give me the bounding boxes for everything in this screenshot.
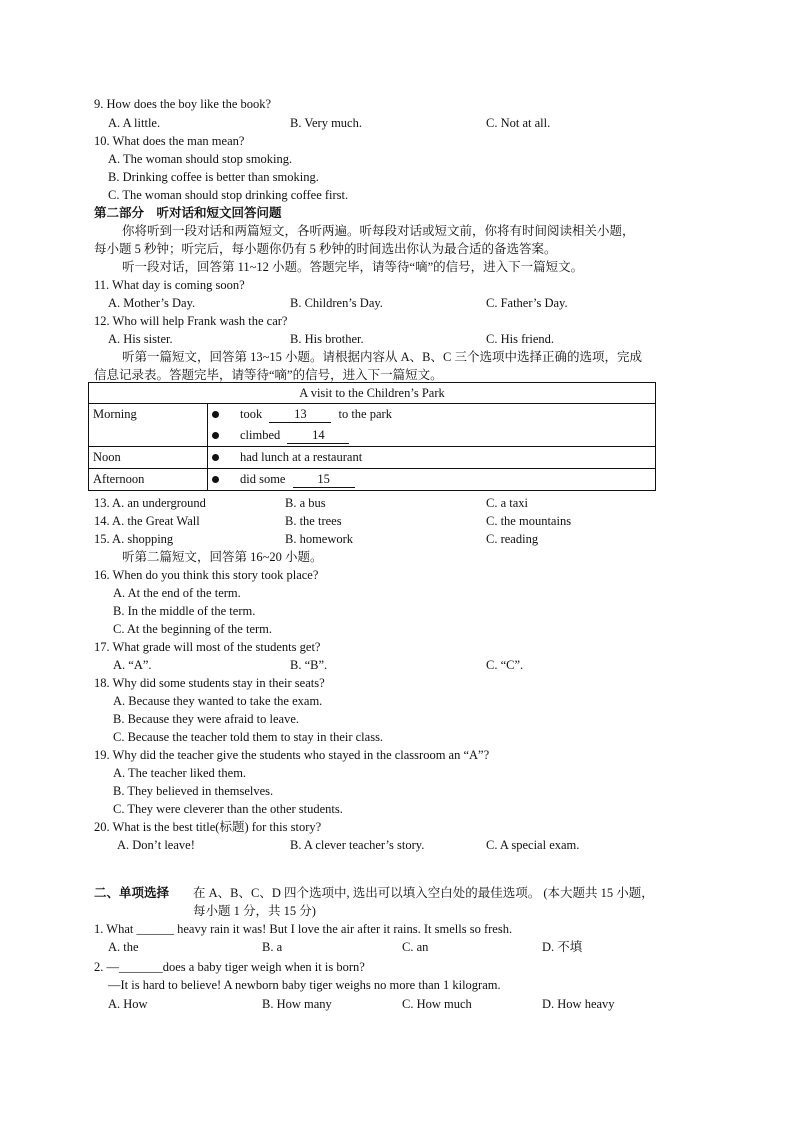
single-choice-1-option-d: D. 不填 — [542, 940, 583, 954]
question-10-stem: 10. What does the man mean? — [94, 134, 245, 148]
question-14-option-b: B. the trees — [285, 514, 342, 528]
question-18-option-c: C. Because the teacher told them to stay in their class. — [113, 730, 384, 744]
question-20-option-c: C. A special exam. — [486, 838, 580, 852]
bullet-icon — [212, 432, 219, 439]
question-11-option-b: B. Children’s Day. — [290, 296, 383, 310]
part2-intro-line1: 你将听到一段对话和两篇短文，各听两遍。听每段对话或短文前，你将有时间阅读相关小题， — [122, 224, 635, 238]
table-afternoon-cell — [208, 469, 656, 491]
question-19-option-a: A. The teacher liked them. — [113, 766, 247, 780]
took-text: took — [240, 407, 263, 421]
section2-instruction-line2: 每小题 1 分，共 15 分) — [193, 904, 316, 918]
question-9-stem: 9. How does the boy like the book? — [94, 97, 272, 111]
question-16-option-c: C. At the beginning of the term. — [113, 622, 273, 636]
question-13-option-b: B. a bus — [285, 496, 326, 510]
did-some-text: did some — [240, 472, 286, 486]
blank-15[interactable]: 15 — [293, 472, 355, 488]
table-morning-cell — [208, 404, 656, 447]
passage1-note-line1: 听第一篇短文，回答第 13~15 小题。请根据内容从 A、B、C 三个选项中选择正确的选项，完成 — [122, 350, 642, 364]
question-17-option-c: C. “C”. — [486, 658, 524, 672]
question-11-option-c: C. Father’s Day. — [486, 296, 568, 310]
section2-instruction-line1: 在 A、B、C、D 四个选项中, 选出可以填入空白处的最佳选项。 (本大题共 15 小题， — [193, 886, 654, 900]
question-20-option-a: A. Don’t leave! — [117, 838, 195, 852]
question-16-stem: 16. When do you think this story took place? — [94, 568, 319, 582]
question-20-option-b: B. A clever teacher’s story. — [290, 838, 425, 852]
single-choice-1-option-c: C. an — [402, 940, 429, 954]
blank-13[interactable]: 13 — [269, 407, 331, 423]
question-10-option-c: C. The woman should stop drinking coffee first. — [108, 188, 349, 202]
question-18-option-b: B. Because they were afraid to leave. — [113, 712, 300, 726]
question-12-option-b: B. His brother. — [290, 332, 364, 346]
question-15-option-c: C. reading — [486, 532, 539, 546]
question-19-option-b: B. They believed in themselves. — [113, 784, 274, 798]
question-14-option-a: 14. A. the Great Wall — [94, 514, 200, 528]
single-choice-2-option-b: B. How many — [262, 997, 332, 1011]
question-10-option-a: A. The woman should stop smoking. — [108, 152, 293, 166]
question-19-option-c: C. They were cleverer than the other students. — [113, 802, 343, 816]
lunch-text: had lunch at a restaurant — [240, 450, 363, 464]
bullet-icon — [212, 411, 219, 418]
afternoon-item — [208, 469, 655, 490]
question-18-stem: 18. Why did some students stay in their seats? — [94, 676, 325, 690]
single-choice-2-stem: 2. —_______does a baby tiger weigh when it is born? — [94, 960, 365, 974]
morning-item-climbed — [208, 425, 655, 446]
question-14-option-c: C. the mountains — [486, 514, 572, 528]
to-the-park-text: to the park — [338, 407, 392, 421]
table-label-morning: Morning — [89, 404, 208, 447]
question-12-option-c: C. His friend. — [486, 332, 555, 346]
dialog-note: 听一段对话，回答第 11~12 小题。答题完毕，请等待“嘀”的信号，进入下一篇短文。 — [122, 260, 584, 274]
question-9-option-b: B. Very much. — [290, 116, 362, 130]
question-12-stem: 12. Who will help Frank wash the car? — [94, 314, 288, 328]
question-20-stem: 20. What is the best title(标题) for this story? — [94, 820, 322, 834]
question-12-option-a: A. His sister. — [108, 332, 173, 346]
question-19-stem: 19. Why did the teacher give the students who stayed in the classroom an “A”? — [94, 748, 490, 762]
table-title: A visit to the Children’s Park — [89, 383, 656, 404]
single-choice-1-stem: 1. What ______ heavy rain it was! But I love the air after it rains. It smells so fresh. — [94, 922, 513, 936]
question-16-option-a: A. At the end of the term. — [113, 586, 241, 600]
question-9-option-a: A. A little. — [108, 116, 161, 130]
question-17-stem: 17. What grade will most of the students get? — [94, 640, 321, 654]
question-16-option-b: B. In the middle of the term. — [113, 604, 256, 618]
info-record-table — [88, 382, 656, 491]
question-11-stem: 11. What day is coming soon? — [94, 278, 245, 292]
question-15-option-a: 15. A. shopping — [94, 532, 174, 546]
passage2-note: 听第二篇短文，回答第 16~20 小题。 — [122, 550, 323, 564]
table-label-noon: Noon — [89, 447, 208, 469]
question-13-option-a: 13. A. an underground — [94, 496, 206, 510]
question-11-option-a: A. Mother’s Day. — [108, 296, 196, 310]
question-13-option-c: C. a taxi — [486, 496, 529, 510]
bullet-icon — [212, 454, 219, 461]
table-label-afternoon: Afternoon — [89, 469, 208, 491]
single-choice-2-option-a: A. How — [108, 997, 148, 1011]
single-choice-1-option-b: B. a — [262, 940, 283, 954]
bullet-icon — [212, 476, 219, 483]
question-17-option-a: A. “A”. — [113, 658, 152, 672]
single-choice-2-option-c: C. How much — [402, 997, 472, 1011]
question-9-option-c: C. Not at all. — [486, 116, 551, 130]
climbed-text: climbed — [240, 428, 281, 442]
single-choice-2-reply: —It is hard to believe! A newborn baby tiger weighs no more than 1 kilogram. — [108, 978, 501, 992]
noon-item — [208, 447, 655, 468]
question-10-option-b: B. Drinking coffee is better than smoking. — [108, 170, 319, 184]
single-choice-2-option-d: D. How heavy — [542, 997, 615, 1011]
question-18-option-a: A. Because they wanted to take the exam. — [113, 694, 323, 708]
question-15-option-b: B. homework — [285, 532, 354, 546]
single-choice-1-option-a: A. the — [108, 940, 139, 954]
part2-title: 第二部分 听对话和短文回答问题 — [94, 206, 282, 220]
blank-14[interactable]: 14 — [287, 428, 349, 444]
table-noon-cell — [208, 447, 656, 469]
passage1-note-line2: 信息记录表。答题完毕，请等待“嘀”的信号，进入下一篇短文。 — [94, 368, 443, 382]
part2-intro-line2: 每小题 5 秒钟；听完后，每小题你仍有 5 秒钟的时间选出你认为最合适的备选答案。 — [94, 242, 557, 256]
morning-item-took — [208, 404, 655, 425]
section2-title: 二、单项选择 — [94, 886, 170, 900]
question-17-option-b: B. “B”. — [290, 658, 328, 672]
